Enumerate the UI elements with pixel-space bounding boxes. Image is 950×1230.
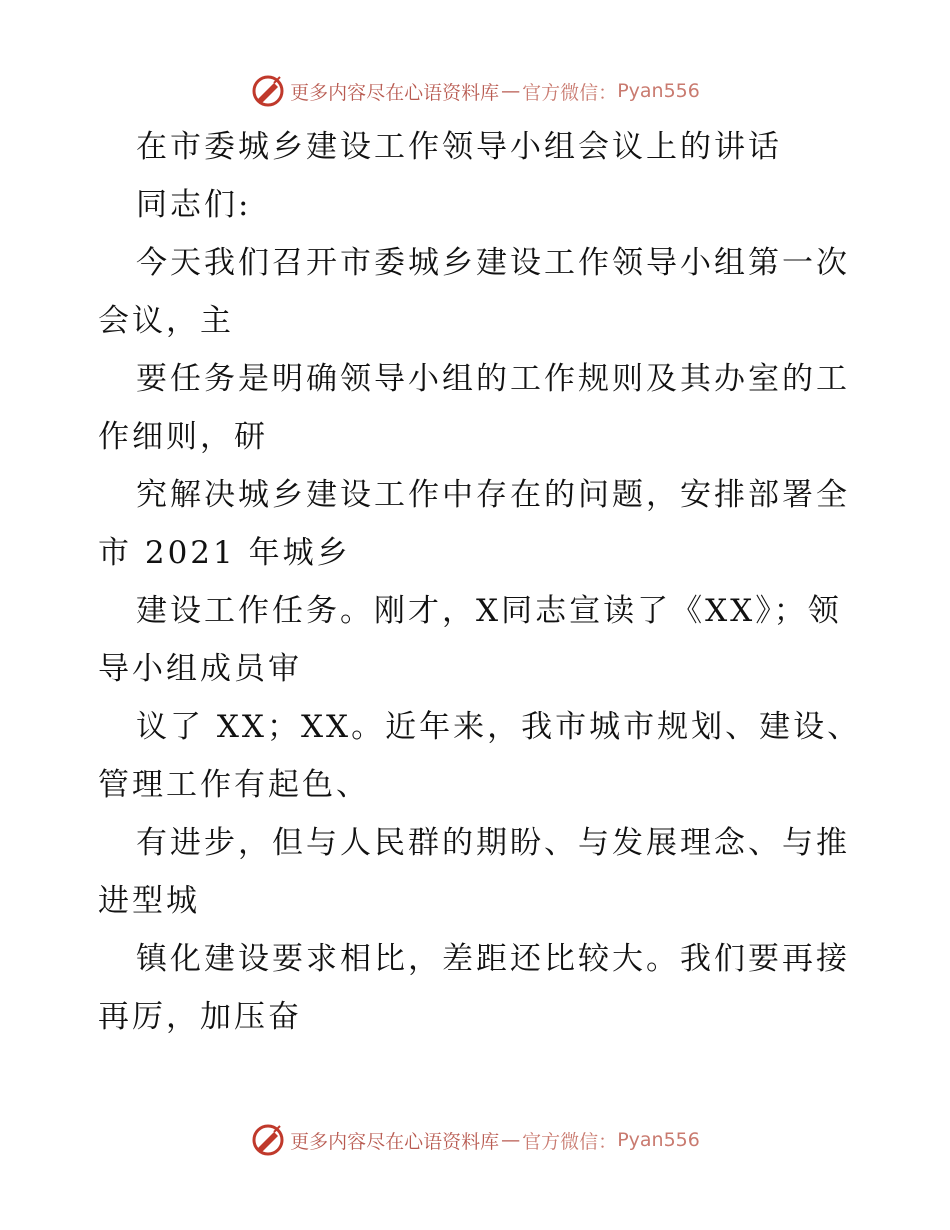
speech-line: 今天我们召开市委城乡建设工作领导小组第一次	[136, 245, 850, 281]
banner-text: 更多内容尽在心语资料库	[290, 1130, 500, 1153]
speech-line: 作细则，研	[98, 419, 268, 455]
speech-line: 管理工作有起色、	[98, 767, 370, 803]
banner-dash: —	[501, 80, 521, 102]
speech-line: 要任务是明确领导小组的工作规则及其办室的工	[136, 361, 850, 397]
header-banner	[0, 71, 950, 111]
speech-title: 在市委城乡建设工作领导小组会议上的讲话	[136, 129, 782, 165]
speech-line: 镇化建设要求相比，差距还比较大。我们要再接	[136, 941, 850, 977]
pen-logo-icon	[250, 1122, 286, 1158]
banner-wechat-id: Pyan556	[617, 80, 700, 102]
speech-line: 究解决城乡建设工作中存在的问题，安排部署全	[136, 477, 850, 513]
banner-dash: —	[501, 1129, 521, 1151]
banner-wechat-label: 官方微信：	[522, 81, 618, 104]
speech-line: 建设工作任务。刚才，X同志宣读了《XX》；领	[136, 593, 842, 629]
footer-banner	[0, 1120, 950, 1160]
speech-line: 有进步，但与人民群的期盼、与发展理念、与推	[136, 825, 850, 861]
speech-line: 市 2021 年城乡	[98, 535, 351, 571]
banner-wechat-id: Pyan556	[617, 1129, 700, 1151]
speech-salutation: 同志们:	[136, 187, 252, 223]
pen-logo-icon	[250, 73, 286, 109]
speech-line: 议了 XX；XX。近年来，我市城市规划、建设、	[136, 709, 862, 745]
speech-line: 再厉，加压奋	[98, 999, 302, 1035]
banner-text: 更多内容尽在心语资料库	[290, 81, 500, 104]
banner-wechat-label: 官方微信：	[522, 1130, 618, 1153]
speech-line: 进型城	[98, 883, 200, 919]
speech-line: 导小组成员审	[98, 651, 302, 687]
speech-line: 会议，主	[98, 303, 234, 339]
speech-text	[98, 118, 862, 1046]
